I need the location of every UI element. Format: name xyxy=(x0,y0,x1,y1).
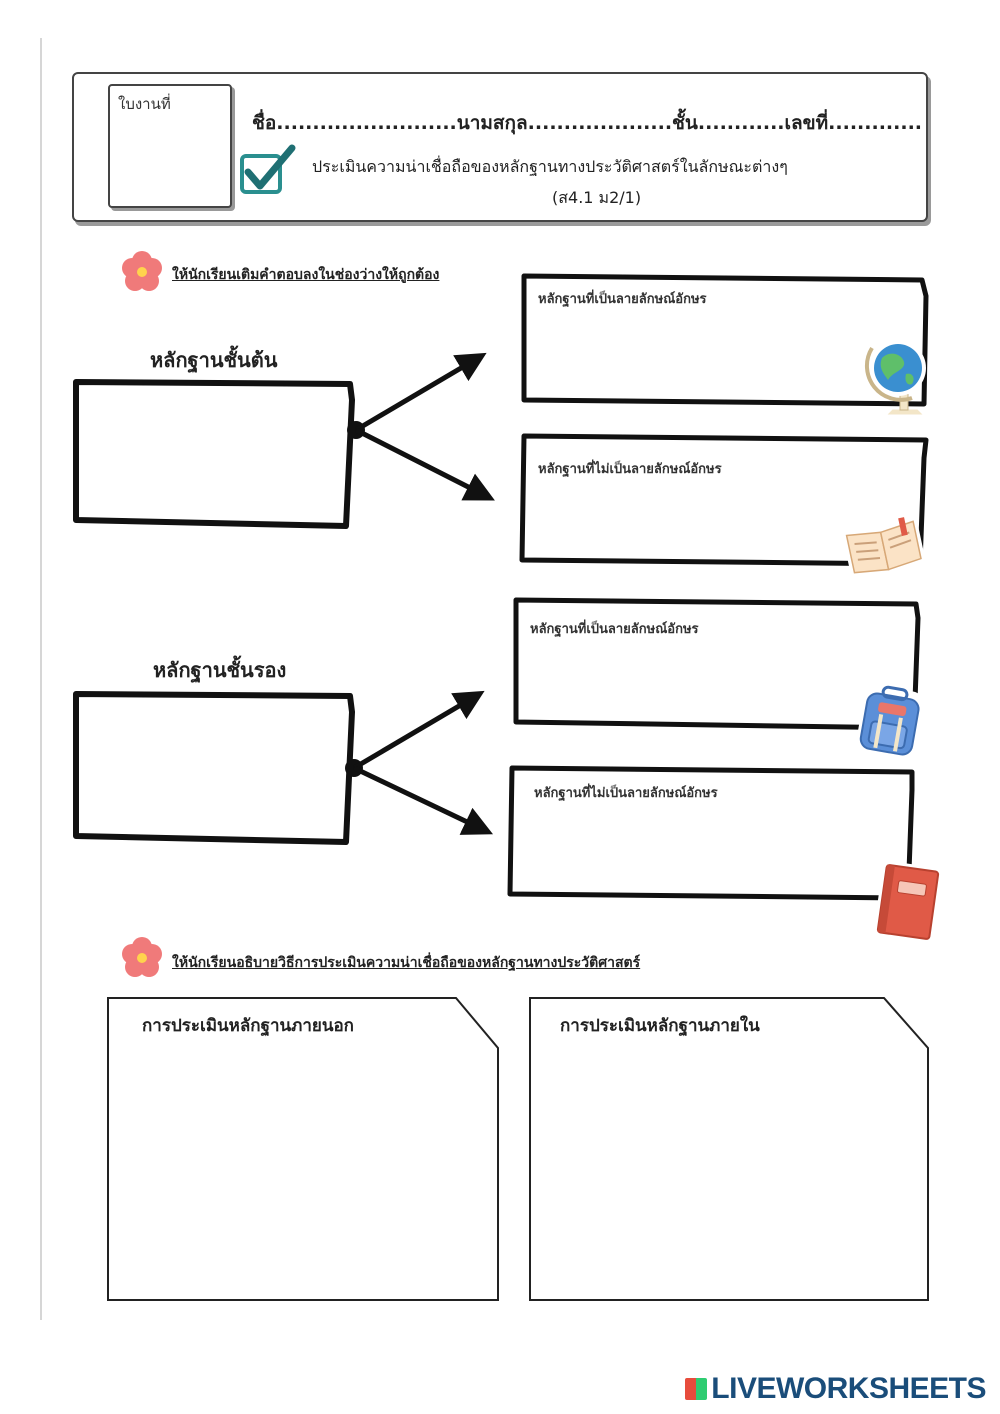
primary-answer-box[interactable] xyxy=(76,384,348,520)
primary-written-label: หลักฐานที่เป็นลายลักษณ์อักษร xyxy=(538,292,707,307)
internal-evaluation-panel[interactable] xyxy=(532,1000,926,1298)
page-margin-line xyxy=(40,38,42,1320)
primary-evidence-title: หลักฐานชั้นต้น xyxy=(150,348,278,372)
liveworksheets-logo[interactable] xyxy=(685,1372,986,1406)
indicator-code: (ส4.1 ม2/1) xyxy=(552,188,642,207)
secondary-answer-box[interactable] xyxy=(76,696,348,836)
secondary-written-box[interactable] xyxy=(518,604,912,722)
brand-badge-icon xyxy=(685,1378,707,1400)
secondary-unwritten-box[interactable] xyxy=(514,772,908,894)
secondary-evidence-title: หลักฐานชั้นรอง xyxy=(153,658,287,682)
external-evaluation-label: การประเมินหลักฐานภายนอก xyxy=(142,1016,354,1036)
external-evaluation-panel[interactable] xyxy=(110,1000,496,1298)
sheet-number-box[interactable] xyxy=(108,84,232,208)
secondary-written-label: หลักฐานที่เป็นลายลักษณ์อักษร xyxy=(530,622,699,637)
sheet-number-label: ใบงานที่ xyxy=(118,95,171,113)
section2-instruction: ให้นักเรียนอธิบายวิธีการประเมินความน่าเชื่อถือของหลักฐานทางประวัติศาสตร์ xyxy=(172,955,641,971)
internal-evaluation-label: การประเมินหลักฐานภายใน xyxy=(560,1016,760,1036)
section1-instruction: ให้นักเรียนเติมคำตอบลงในช่องว่างให้ถูกต้อง xyxy=(172,267,440,283)
objective-text: ประเมินความน่าเชื่อถือของหลักฐานทางประวัติศาสตร์ในลักษณะต่างๆ xyxy=(312,157,788,176)
secondary-unwritten-label: หลักฐานที่ไม่เป็นลายลักษณ์อักษร xyxy=(534,786,718,801)
primary-written-box[interactable] xyxy=(526,280,920,400)
primary-unwritten-label: หลักฐานที่ไม่เป็นลายลักษณ์อักษร xyxy=(538,462,722,477)
brand-text: LIVEWORKSHEETS xyxy=(711,1372,986,1405)
student-info-line[interactable]: ชื่อ.........................นามสกุล....................ชั้น............เลขที่............. xyxy=(252,112,923,134)
primary-unwritten-box[interactable] xyxy=(526,440,920,560)
